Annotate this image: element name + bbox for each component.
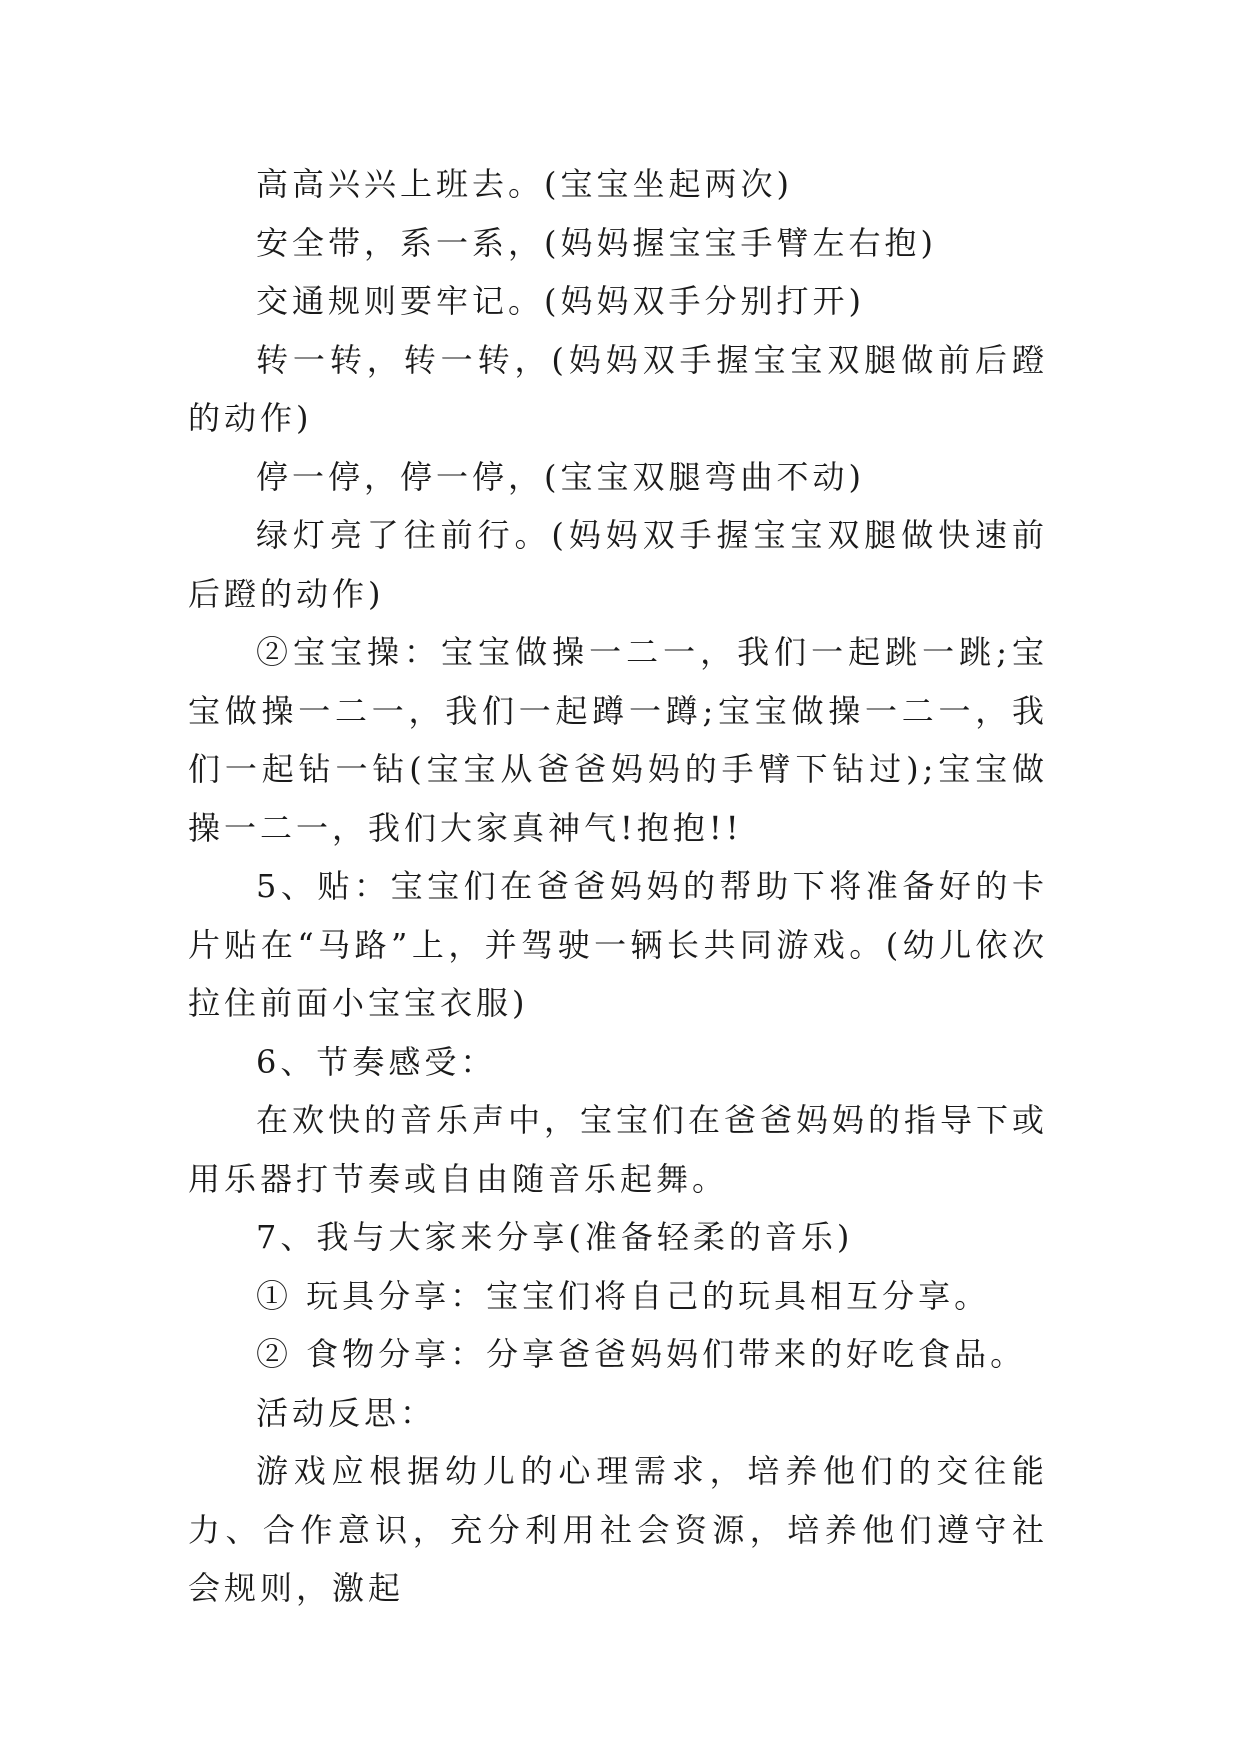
- paragraph: 转一转，转一转，(妈妈双手握宝宝双腿做前后蹬的动作): [188, 340, 1048, 437]
- paragraph: 5、贴：宝宝们在爸爸妈妈的帮助下将准备好的卡片贴在“马路”上，并驾驶一辆长共同游戏。(幼儿依次拉住前面小宝宝衣服): [188, 867, 1048, 1022]
- paragraph: ②宝宝操：宝宝做操一二一，我们一起跳一跳;宝宝做操一二一，我们一起蹲一蹲;宝宝做操一二一，我们一起钻一钻(宝宝从爸爸妈妈的手臂下钻过);宝宝做操一二一，我们大家真神气!抱抱!!: [188, 633, 1048, 847]
- document-body: [188, 155, 1048, 1618]
- paragraph: 7、我与大家来分享(准备轻柔的音乐): [256, 1218, 854, 1256]
- paragraph: 游戏应根据幼儿的心理需求，培养他们的交往能力、合作意识，充分利用社会资源，培养他们遵守社会规则，激起: [188, 1452, 1048, 1607]
- paragraph: 高高兴兴上班去。(宝宝坐起两次): [256, 165, 793, 203]
- paragraph: ① 玩具分享：宝宝们将自己的玩具相互分享。: [256, 1276, 991, 1315]
- paragraph: 活动反思：: [256, 1393, 437, 1432]
- paragraph: ② 食物分享：分享爸爸妈妈们带来的好吃食品。: [256, 1335, 1027, 1373]
- paragraph: 交通规则要牢记。(妈妈双手分别打开): [256, 282, 865, 320]
- paragraph: 绿灯亮了往前行。(妈妈双手握宝宝双腿做快速前后蹬的动作): [188, 516, 1048, 613]
- paragraph: 安全带，系一系，(妈妈握宝宝手臂左右抱): [256, 223, 937, 262]
- paragraph: 6、节奏感受：: [256, 1042, 497, 1081]
- paragraph: 在欢快的音乐声中，宝宝们在爸爸妈妈的指导下或用乐器打节奏或自由随音乐起舞。: [188, 1101, 1049, 1198]
- paragraph: 停一停，停一停，(宝宝双腿弯曲不动): [256, 457, 865, 496]
